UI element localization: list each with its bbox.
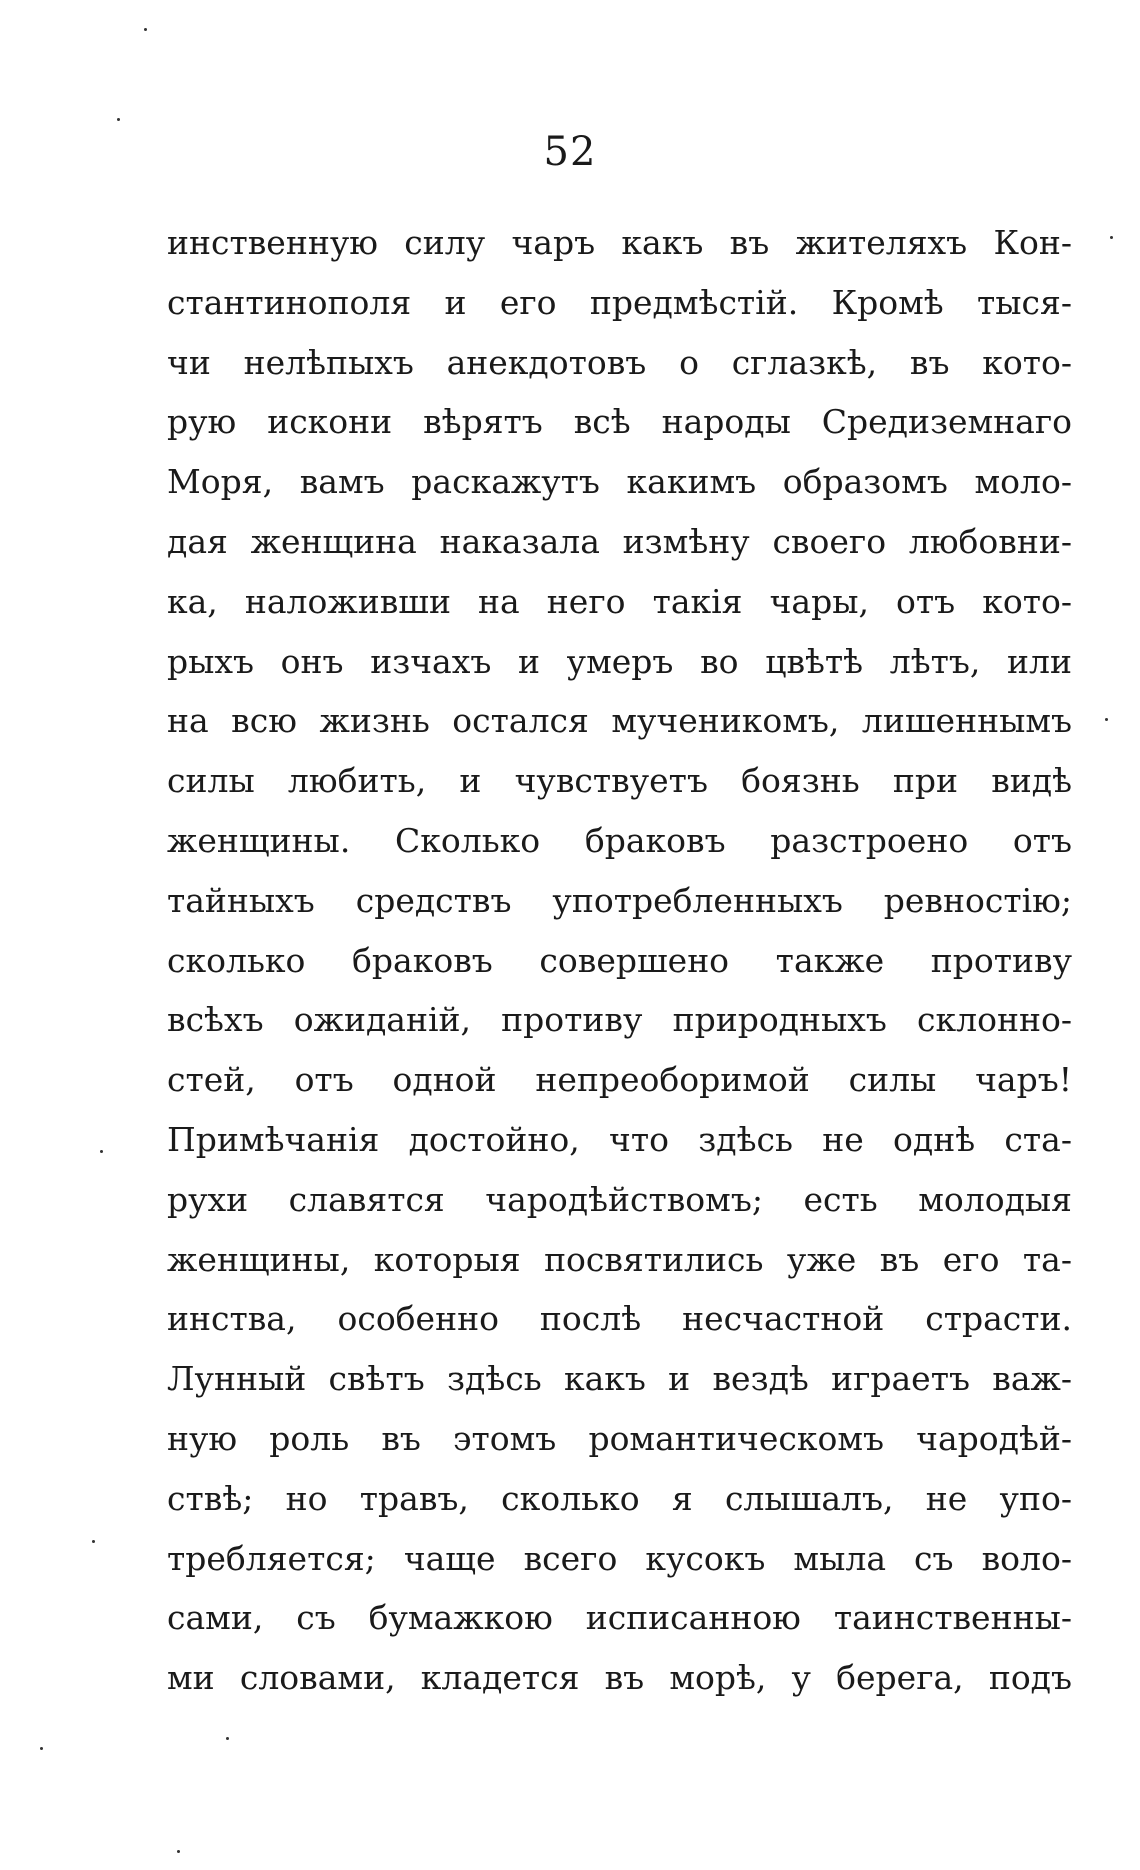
text-line: ми словами, кладется въ морѣ, у берега, подъ (167, 1658, 1072, 1698)
text-line: ствѣ; но травъ, сколько я слышалъ, не упо- (167, 1478, 1072, 1518)
scan-speck (1105, 718, 1108, 721)
text-line: Примѣчанія достойно, что здѣсь не однѣ ста- (167, 1119, 1072, 1159)
body-text (167, 213, 1072, 1708)
scan-speck (117, 118, 120, 121)
scan-speck (1110, 236, 1113, 239)
text-line: стей, отъ одной непреоборимой силы чаръ! (167, 1060, 1072, 1100)
text-line: рыхъ онъ изчахъ и умеръ во цвѣтѣ лѣтъ, или (167, 641, 1072, 681)
scan-speck (177, 1850, 180, 1853)
text-line: всѣхъ ожиданій, противу природныхъ склонно- (167, 1000, 1072, 1040)
text-line: сколько браковъ совершено также противу (167, 940, 1072, 980)
text-line: рухи славятся чародѣйствомъ; есть молодыя (167, 1179, 1072, 1219)
text-line: женщины, которыя посвятились уже въ его та- (167, 1239, 1072, 1279)
text-line: силы любить, и чувствуетъ боязнь при видѣ (167, 761, 1072, 801)
scan-speck (40, 1747, 43, 1750)
text-line: женщины. Сколько браковъ разстроено отъ (167, 820, 1072, 860)
text-line: инственную силу чаръ какъ въ жителяхъ Кон- (167, 223, 1072, 262)
text-line: чи нелѣпыхъ анекдотовъ о сглазкѣ, въ кото- (167, 342, 1072, 382)
text-line: требляется; чаще всего кусокъ мыла съ воло- (167, 1538, 1072, 1578)
text-line: сами, съ бумажкою исписанною таинственны- (167, 1598, 1072, 1638)
text-line: ную роль въ этомъ романтическомъ чародѣй- (167, 1418, 1072, 1458)
text-line: дая женщина наказала измѣну своего любовни- (167, 521, 1072, 561)
text-line: стантинополя и его предмѣстій. Кромѣ тыся- (167, 282, 1072, 322)
text-line: тайныхъ средствъ употребленныхъ ревностію; (167, 880, 1072, 920)
text-line: инства, особенно послѣ несчастной страсти. (167, 1299, 1072, 1339)
text-line: на всю жизнь остался мученикомъ, лишеннымъ (167, 701, 1072, 741)
scan-speck (92, 1540, 95, 1543)
scan-speck (226, 1737, 229, 1740)
text-line: рую искони вѣрятъ всѣ народы Средиземнаго (167, 402, 1072, 442)
text-line: Лунный свѣтъ здѣсь какъ и вездѣ играетъ важ- (167, 1359, 1072, 1399)
page-number: 52 (543, 129, 597, 175)
text-line: Моря, вамъ раскажутъ какимъ образомъ моло- (167, 462, 1072, 502)
text-line: ка, наложивши на него такія чары, отъ кото- (167, 581, 1072, 621)
scan-speck (144, 28, 147, 31)
scan-speck (100, 1150, 103, 1153)
